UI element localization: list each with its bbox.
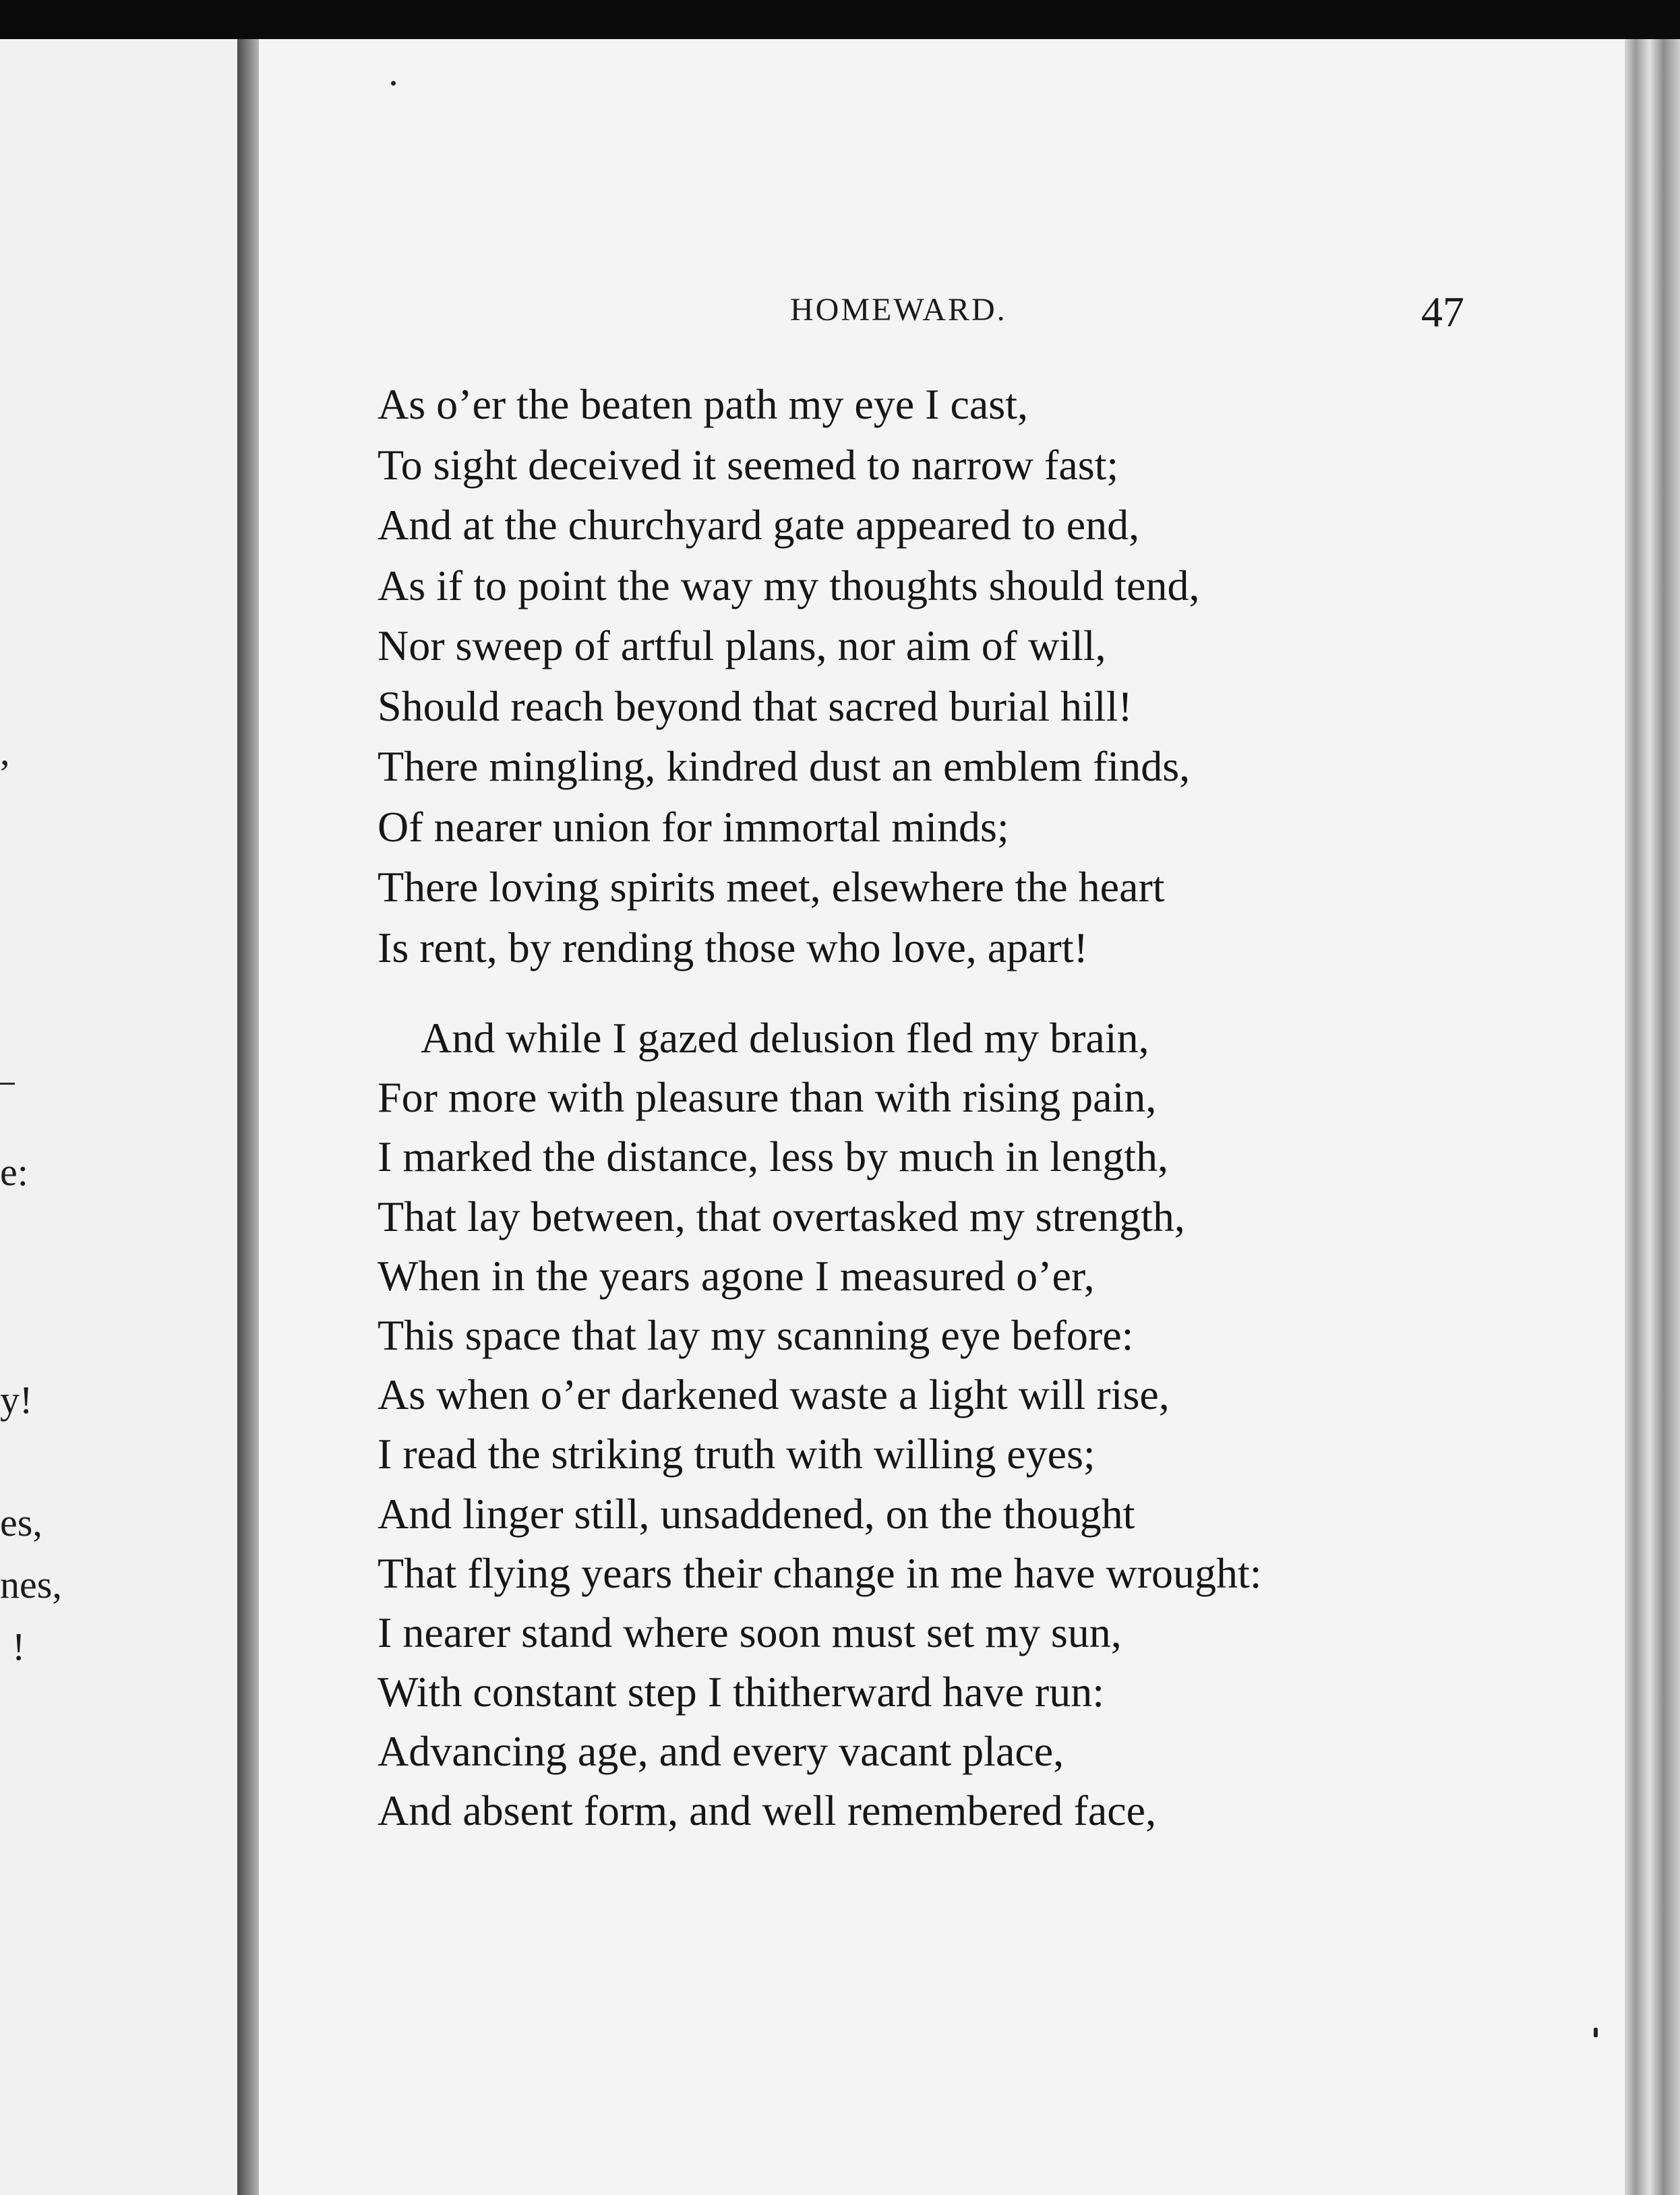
poem-line: I marked the distance, less by much in length, [378, 1133, 1169, 1181]
previous-page-fragment: e: [0, 1150, 28, 1194]
previous-page-fragment: es, [0, 1501, 42, 1544]
poem-line: When in the years agone I measured o’er, [378, 1251, 1095, 1300]
poem-line: There loving spirits meet, elsewhere the heart [378, 863, 1165, 911]
stanza-1 [378, 374, 1524, 978]
poem-line: That lay between, that overtasked my strength, [378, 1192, 1185, 1240]
poem-line: As when o’er darkened waste a light will rise, [378, 1371, 1170, 1419]
poem-line: And while I gazed delusion fled my brain, [421, 1014, 1149, 1062]
poem-line: There mingling, kindred dust an emblem finds, [378, 742, 1191, 790]
previous-page-fragment: ! [12, 1625, 26, 1668]
poem-line: Is rent, by rending those who love, apart! [378, 923, 1088, 971]
poem-line: And absent form, and well remembered face, [378, 1786, 1157, 1835]
ink-speck [1594, 2028, 1598, 2037]
poem-line: Should reach beyond that sacred burial hill! [378, 682, 1133, 730]
poem-line: This space that lay my scanning eye before: [378, 1311, 1134, 1359]
previous-page-fragment: y! [0, 1378, 33, 1422]
poem-line: And at the churchyard gate appeared to end, [378, 501, 1140, 549]
poem-text [378, 374, 1524, 1841]
book-gutter-shadow [237, 39, 260, 2195]
poem-line: I read the striking truth with willing eyes; [378, 1430, 1096, 1478]
poem-line: Advancing age, and every vacant place, [378, 1727, 1064, 1776]
previous-page-fragment: nes, [0, 1563, 62, 1606]
poem-line: As if to point the way my thoughts should tend, [378, 561, 1200, 609]
poem-line: As o’er the beaten path my eye I cast, [378, 380, 1028, 428]
previous-page-rule [0, 1083, 15, 1085]
ink-speck [391, 81, 396, 86]
poem-line: And linger still, unsaddened, on the thought [378, 1489, 1135, 1538]
poem-line: Of nearer union for immortal minds; [378, 802, 1009, 851]
previous-page [0, 39, 239, 2195]
previous-page-fragment: , [0, 729, 10, 773]
poem-line: For more with pleasure than with rising pain, [378, 1073, 1157, 1122]
poem-line: Nor sweep of artful plans, nor aim of will, [378, 622, 1106, 669]
page-edges [1625, 39, 1680, 2195]
poem-line: I nearer stand where soon must set my sun, [378, 1608, 1122, 1656]
stanza-2 [378, 1009, 1524, 1841]
running-title: HOMEWARD. [790, 292, 1007, 328]
poem-line: With constant step I thitherward have run: [378, 1668, 1104, 1716]
poem-line: That flying years their change in me have wrought: [378, 1548, 1262, 1597]
poem-line: To sight deceived it seemed to narrow fast; [378, 440, 1119, 489]
page-number: 47 [1421, 288, 1464, 336]
